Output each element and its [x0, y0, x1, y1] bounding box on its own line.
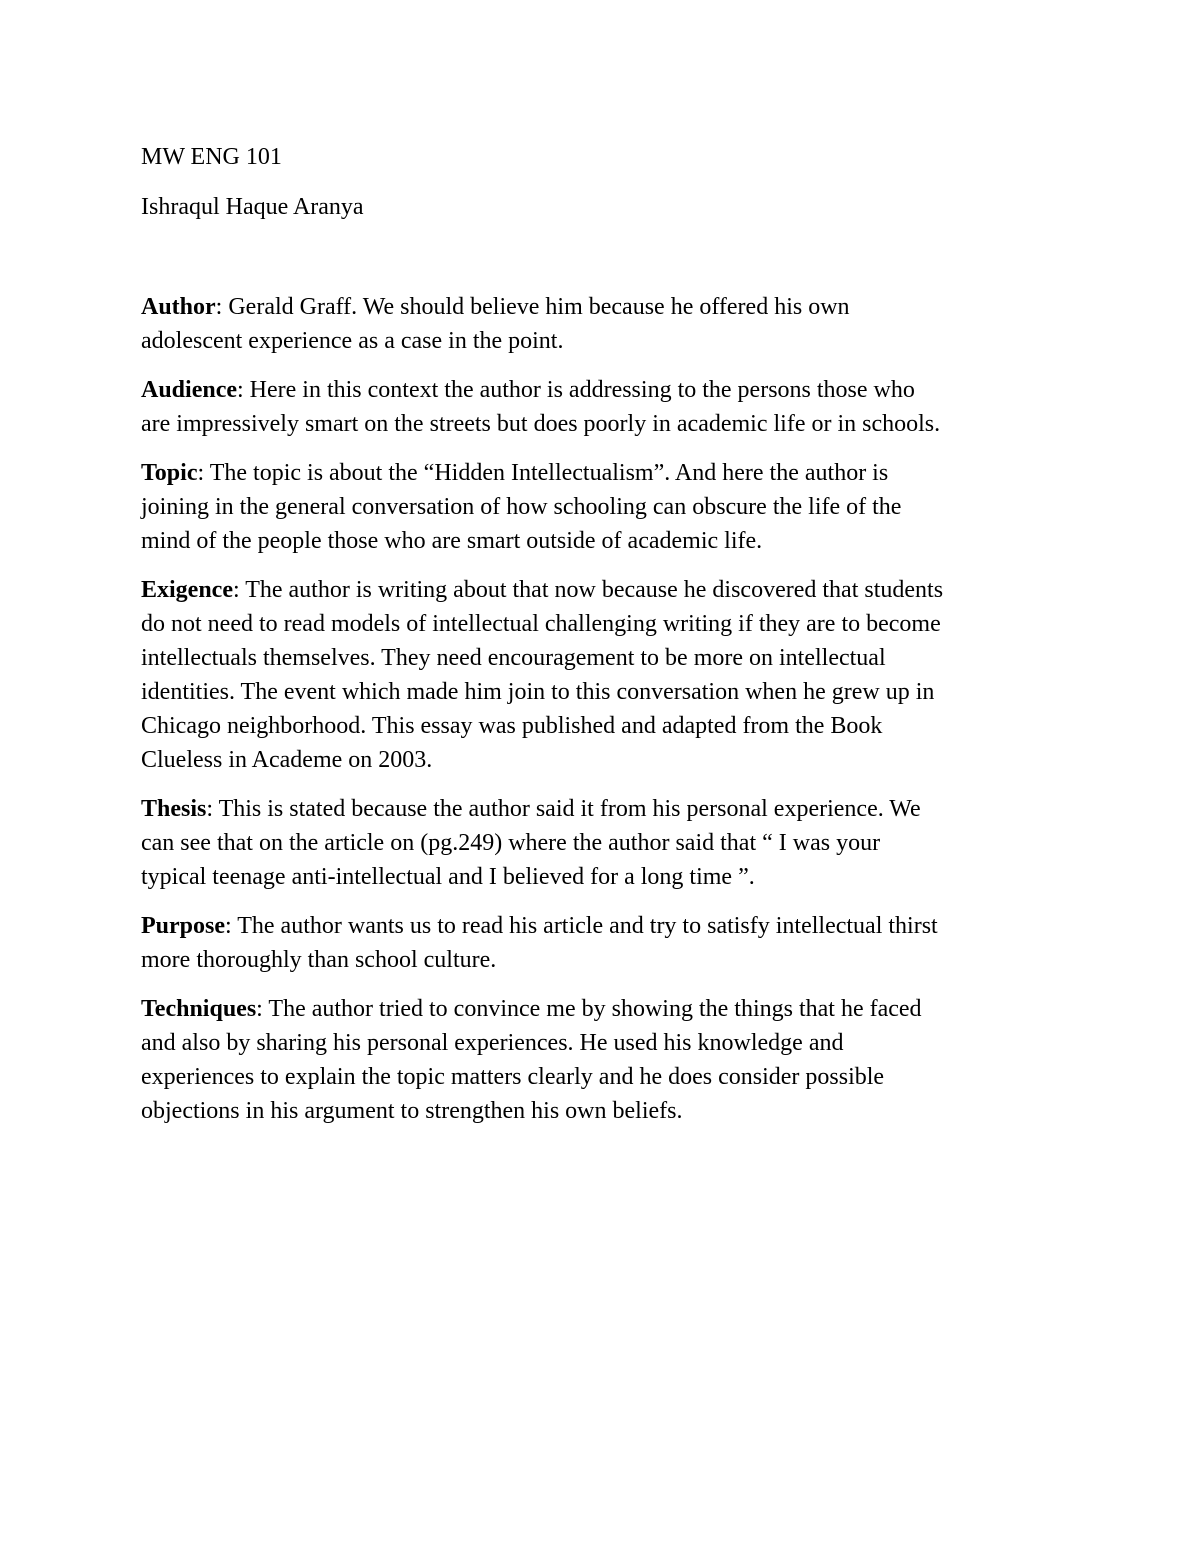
- section-label: Purpose: [141, 913, 225, 939]
- section-text: : Here in this context the author is addressing to the persons those who: [237, 377, 915, 403]
- section-label: Audience: [141, 377, 237, 403]
- section-line: Chicago neighborhood. This essay was published and adapted from the Book: [141, 713, 883, 739]
- section-topic: [141, 456, 1071, 558]
- section-audience: [141, 373, 1071, 441]
- section-exigence: [141, 573, 1071, 777]
- section-line: [141, 456, 1071, 490]
- section-techniques: [141, 992, 1071, 1128]
- section-thesis: [141, 792, 1071, 894]
- section-line: more thoroughly than school culture.: [141, 947, 497, 973]
- section-line: objections in his argument to strengthen his own beliefs.: [141, 1098, 683, 1124]
- section-purpose: [141, 909, 1071, 977]
- section-line: [141, 792, 1071, 826]
- section-label: Exigence: [141, 577, 233, 603]
- section-line: can see that on the article on (pg.249) where the author said that “ I was your: [141, 830, 881, 856]
- section-text: : The author is writing about that now because he discovered that students: [232, 577, 944, 603]
- section-label: Topic: [141, 460, 198, 486]
- section-label: Author: [141, 294, 216, 320]
- section-line: [141, 992, 1071, 1026]
- section-text: : The author wants us to read his article and try to satisfy intellectual thirst: [225, 913, 938, 939]
- section-label: Techniques: [141, 996, 257, 1022]
- section-text: : The topic is about the “Hidden Intellectualism”. And here the author is: [197, 460, 889, 486]
- section-text: : The author tried to convince me by showing the things that he faced: [256, 996, 922, 1022]
- section-line: typical teenage anti-intellectual and I believed for a long time ”.: [141, 864, 755, 890]
- section-line: and also by sharing his personal experiences. He used his knowledge and: [141, 1030, 844, 1056]
- section-line: experiences to explain the topic matters clearly and he does consider possible: [141, 1064, 885, 1090]
- student-name: Ishraqul Haque Aranya: [141, 194, 364, 220]
- section-line: [141, 290, 1071, 324]
- section-line: mind of the people those who are smart outside of academic life.: [141, 528, 763, 554]
- section-text: : Gerald Graff. We should believe him because he offered his own: [215, 294, 850, 320]
- section-author: [141, 290, 1071, 358]
- section-line: [141, 909, 1071, 943]
- section-line: intellectuals themselves. They need encouragement to be more on intellectual: [141, 645, 886, 671]
- section-line: Clueless in Academe on 2003.: [141, 747, 433, 773]
- section-line: identities. The event which made him join to this conversation when he grew up in: [141, 679, 935, 705]
- course-title: MW ENG 101: [141, 144, 282, 170]
- section-line: are impressively smart on the streets but does poorly in academic life or in schools.: [141, 411, 941, 437]
- section-line: do not need to read models of intellectual challenging writing if they are to become: [141, 611, 941, 637]
- section-line: joining in the general conversation of how schooling can obscure the life of the: [141, 494, 902, 520]
- section-text: : This is stated because the author said it from his personal experience. We: [206, 796, 921, 822]
- document-body: [141, 140, 1071, 1143]
- section-line: [141, 573, 1071, 607]
- section-line: adolescent experience as a case in the point.: [141, 328, 564, 354]
- section-line: [141, 373, 1071, 407]
- section-label: Thesis: [141, 796, 207, 822]
